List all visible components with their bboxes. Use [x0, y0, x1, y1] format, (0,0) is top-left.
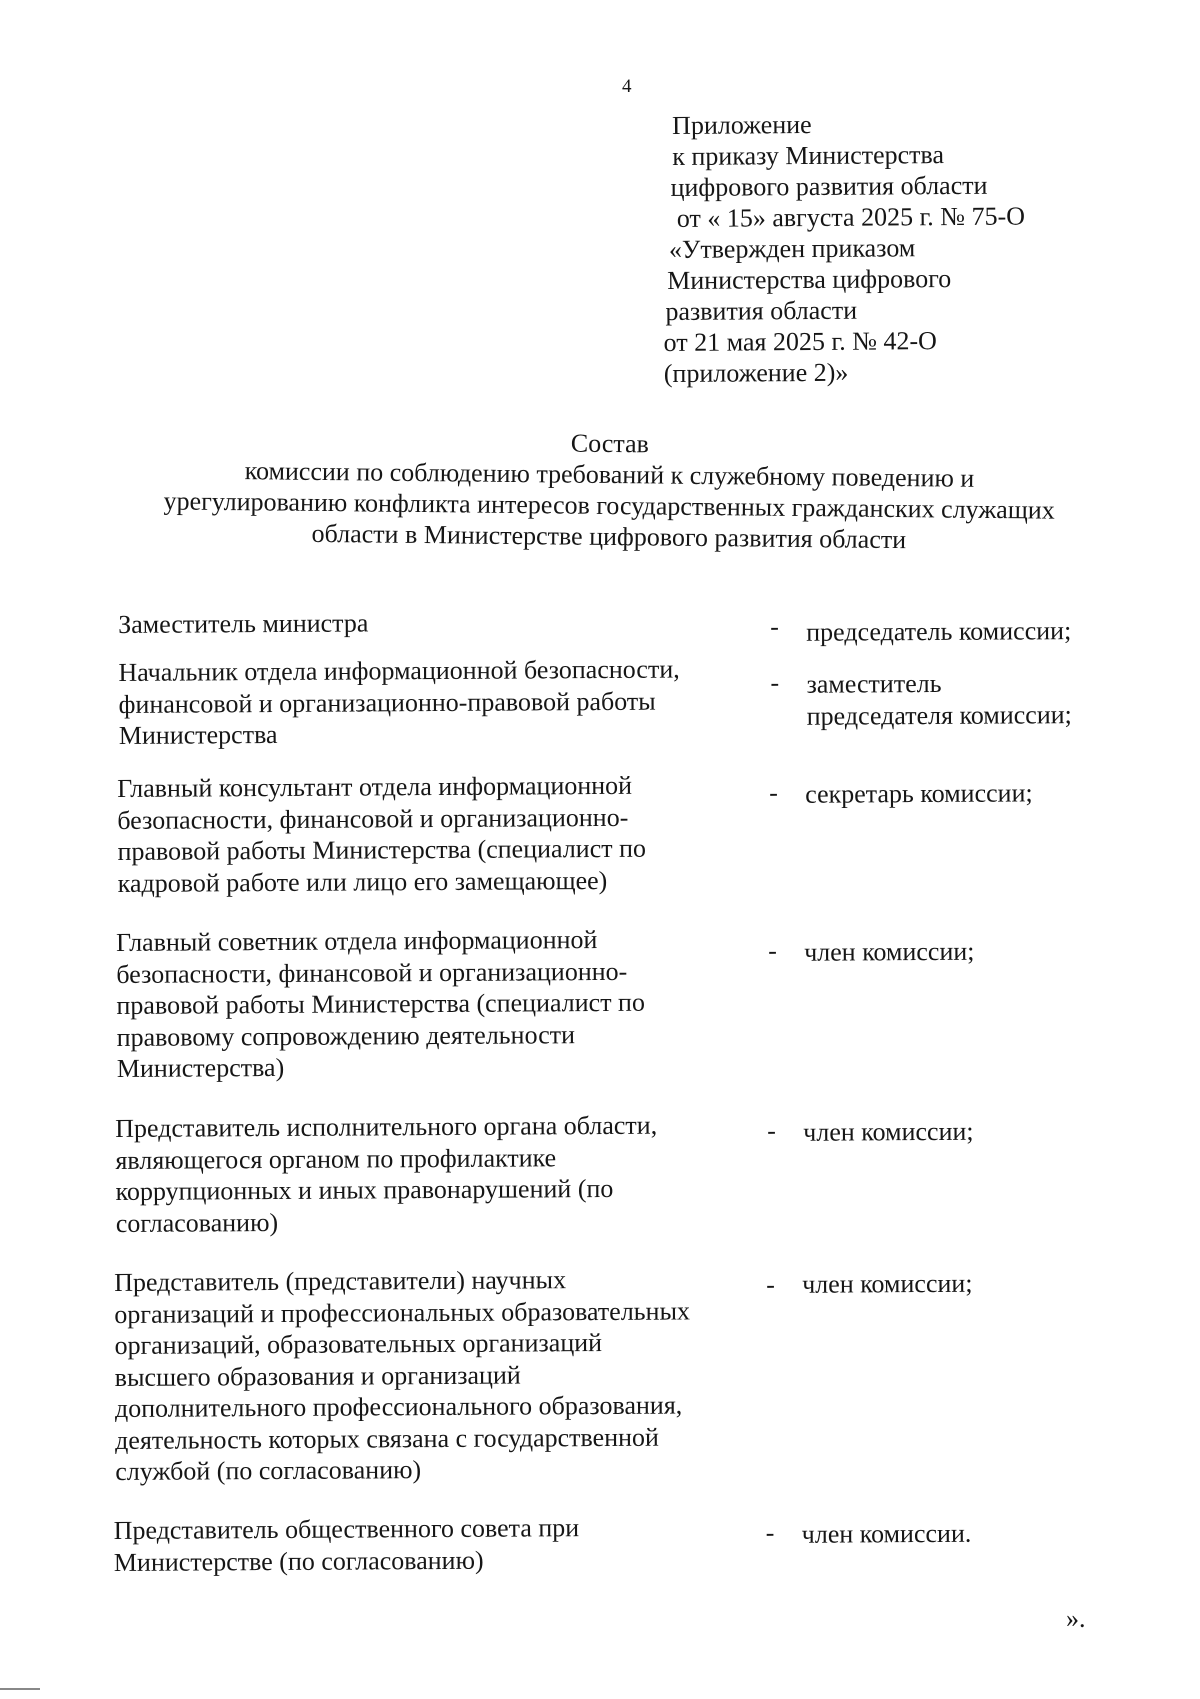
member-role-line: член комиссии; — [803, 1116, 974, 1147]
member-role-line: секретарь комиссии; — [805, 778, 1033, 809]
member-name-line: правовому сопровождению деятельности — [116, 1019, 576, 1052]
title-line: области в Министерстве цифрового развития области — [311, 518, 907, 555]
member-name-line: Главный консультант отдела информационной — [117, 770, 633, 803]
dash: - — [768, 935, 777, 965]
appendix-line: Министерства цифрового — [667, 264, 952, 295]
member-name-line: деятельность которых связана с государственной — [115, 1422, 659, 1455]
member-name-line: Представитель исполнительного органа области, — [115, 1110, 658, 1143]
page-number: 4 — [622, 76, 632, 97]
appendix-line: (приложение 2)» — [663, 357, 849, 389]
member-row — [115, 921, 1166, 1083]
dash: - — [769, 777, 778, 807]
member-role — [804, 936, 975, 969]
dash: - — [766, 1269, 775, 1299]
dash: - — [765, 1517, 775, 1548]
appendix-line: «Утвержден приказом — [668, 233, 916, 264]
member-name-line: Заместитель министра — [118, 608, 369, 639]
member-role-line: член комиссии. — [801, 1518, 972, 1549]
member-name-line: согласованию) — [115, 1207, 279, 1238]
member-row — [115, 1107, 1165, 1238]
member-name-line: безопасности, финансовой и организационно- — [116, 956, 628, 989]
member-row — [113, 1509, 1164, 1577]
title-line: комиссии по соблюдению требований к служебному поведению и — [244, 456, 975, 493]
member-name-line: правовой работы Министерства (специалист по — [116, 987, 646, 1020]
member-name-line: Министерстве (по согласованию) — [113, 1545, 484, 1577]
member-name-line: Представитель (представители) научных — [114, 1265, 567, 1297]
member-row — [114, 1261, 1164, 1486]
member-name-line: кадровой работе или лицо его замещающее) — [117, 865, 608, 898]
appendix-line: к приказу Министерства — [672, 140, 945, 171]
appendix-line: от 21 мая 2025 г. № 42-О — [663, 326, 937, 358]
member-role-line: председателя комиссии; — [806, 699, 1072, 731]
member-name-line: Министерства) — [116, 1052, 285, 1083]
member-name — [117, 769, 758, 899]
appendix-line: развития области — [665, 295, 858, 327]
dash: - — [770, 611, 779, 641]
member-role — [805, 777, 1033, 810]
title-heading: Состав — [570, 428, 650, 459]
member-name — [114, 1263, 755, 1487]
appendix-line: Приложение — [672, 109, 812, 140]
member-name-line: Начальник отдела информационной безопасности, — [118, 654, 680, 687]
member-name-line: организаций и профессиональных образовательных — [114, 1295, 691, 1329]
member-name-line: правовой работы Министерства (специалист по — [117, 833, 647, 866]
member-role-line: заместитель — [806, 668, 942, 699]
member-name-line: Министерства — [118, 719, 278, 750]
member-name-line: службой (по согласованию) — [115, 1455, 422, 1486]
member-role — [803, 1116, 974, 1149]
member-name-line: организаций, образовательных организаций — [114, 1328, 603, 1360]
dash: - — [770, 667, 780, 697]
member-row — [117, 767, 1167, 898]
member-name-line: Главный советник отдела информационной — [115, 925, 598, 957]
member-name-line: безопасности, финансовой и организационно- — [117, 802, 629, 835]
closing-quote: ». — [1066, 1604, 1086, 1633]
member-name-line: коррупционных и иных правонарушений (по — [115, 1173, 614, 1206]
member-role — [806, 667, 1072, 732]
member-name — [116, 923, 757, 1084]
member-name-line: Представитель общественного совета при — [113, 1513, 580, 1545]
appendix-line: от « 15» августа 2025 г. № 75-О — [676, 201, 1026, 233]
appendix-line: цифрового развития области — [670, 170, 988, 202]
member-name — [115, 1109, 756, 1239]
member-name — [118, 605, 758, 640]
member-role — [802, 1518, 972, 1551]
member-name-line: финансовой и организационно-правовой работы — [118, 686, 656, 719]
member-role-line: член комиссии; — [804, 936, 975, 967]
member-role — [802, 1268, 973, 1301]
member-name-line: высшего образования и организаций — [114, 1359, 521, 1392]
member-name-line: дополнительного профессионального образования, — [114, 1390, 683, 1423]
title-line: урегулированию конфликта интересов государственных гражданских служащих — [163, 486, 1055, 525]
member-row — [118, 651, 1168, 750]
member-name — [118, 653, 759, 751]
dash: - — [767, 1115, 777, 1145]
scan-edge-mark — [0, 1688, 40, 1690]
member-name-line: являющегося органом по профилактике — [115, 1142, 557, 1175]
member-row — [118, 603, 1168, 647]
member-name — [114, 1511, 754, 1578]
member-role — [806, 615, 1071, 648]
member-role-line: член комиссии; — [802, 1268, 973, 1299]
member-role-line: председатель комиссии; — [806, 616, 1072, 647]
